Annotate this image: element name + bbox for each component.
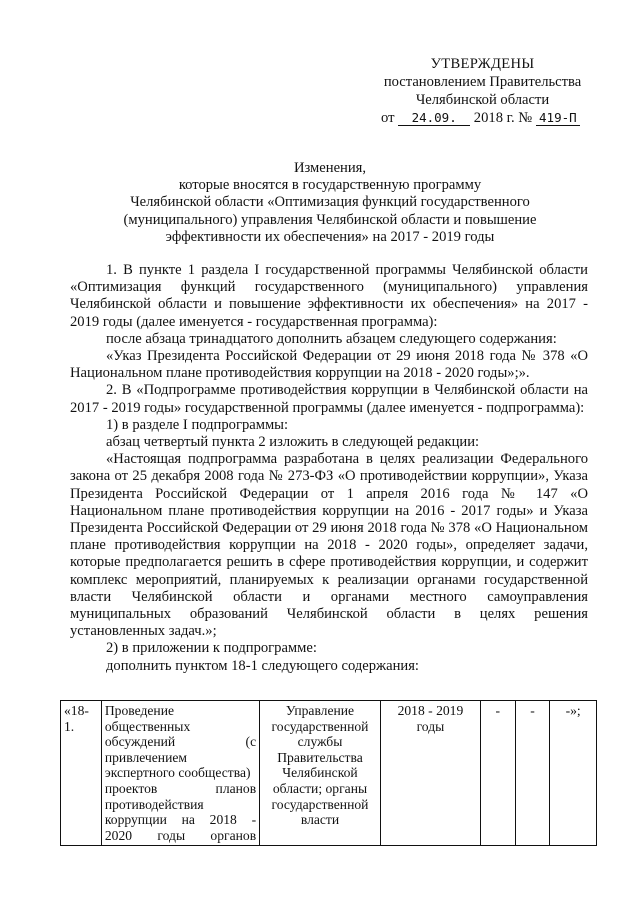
title-line-4: (муниципального) управления Челябинской области и повышение xyxy=(123,211,537,228)
measure-name-line: Проведение xyxy=(104,703,174,718)
measure-name-line: привлечением xyxy=(104,749,187,765)
indicator-cell: - xyxy=(480,701,515,846)
measure-name-line: обсуждений (с xyxy=(104,734,257,750)
paragraph: «Указ Президента Российской Федерации от 29 июня 2018 года № 378 «О Национальном плане противодействия коррупции на 2018 - 2020 годы»;». xyxy=(70,348,588,382)
title-line-3: Челябинской области «Оптимизация функций государственного xyxy=(130,194,530,211)
table-row xyxy=(61,701,597,846)
measure-name-cell xyxy=(101,701,259,846)
executor-cell: Управление государственной службы Правительства Челябинской области; органы государственной власти xyxy=(260,701,381,846)
paragraph: 1. В пункте 1 раздела I государственной программы Челябинской области «Оптимизация функций государственного (муниципального) управления Челябинской области и повышение эффективности их обеспечения» на 2017 - 2019 годы (далее именуется - государственная программа): xyxy=(70,262,588,330)
approval-heading: УТВЕРЖДЕНЫ xyxy=(430,56,535,72)
approval-number: 419-П xyxy=(536,110,580,126)
measure-name-line: проектов планов xyxy=(104,780,257,796)
approval-line-2: Челябинской области xyxy=(415,92,550,108)
document-body xyxy=(70,262,588,675)
measures-table xyxy=(60,700,597,846)
measure-name-line: общественных xyxy=(104,718,191,734)
paragraph: «Настоящая подпрограмма разработана в целях реализации Федерального закона от 25 декабря 2008 года № 273-ФЗ «О противодействии коррупции», Указа Президента Российской Федерации от 1 апреля 2016 года № 147 «О Национальном плане противодействия коррупции на 2016 - 2017 годы» и Указа Президента Российской Федерации от 29 июня 2018 года № 378 «О Национальном плане противодействия коррупции на 2018 - 2020 годы», определяет задачи, которые предполагается решить в сфере противодействия коррупции, и содержит комплекс мероприятий, планируемых к реализации органами государственной власти Челябинской области и органами местного самоуправления муниципальных образований Челябинской области в целях решения установленных задач.»; xyxy=(70,451,588,640)
approval-year: 2018 г. № xyxy=(473,110,533,126)
approval-date-prefix: от xyxy=(381,110,395,126)
paragraph: абзац четвертый пункта 2 изложить в следующей редакции: xyxy=(106,434,480,451)
row-number-cell: «18-1. xyxy=(61,701,102,846)
document-title xyxy=(70,160,590,246)
paragraph: 1) в разделе I подпрограммы: xyxy=(106,416,289,433)
indicator-cell: -»; xyxy=(550,701,597,846)
approval-line-1: постановлением Правительства xyxy=(383,74,582,90)
paragraph: после абзаца тринадцатого дополнить абзацем следующего содержания: xyxy=(106,330,557,347)
paragraph: 2) в приложении к подпрограмме: xyxy=(106,640,317,657)
approval-date-line xyxy=(381,109,590,127)
measure-name-line: 2020 годы органов xyxy=(104,827,257,843)
measure-name-line: экспертного сообщества) xyxy=(104,765,251,781)
paragraph: дополнить пунктом 18-1 следующего содержания: xyxy=(106,657,419,674)
title-line-5: эффективности их обеспечения» на 2017 - 2019 годы xyxy=(165,228,495,245)
indicator-cell: - xyxy=(515,701,550,846)
measure-name-line: коррупции на 2018 - xyxy=(104,812,257,828)
approval-date: 24.09. xyxy=(398,110,470,126)
measure-name-line: противодействия xyxy=(104,796,204,812)
period-cell: 2018 - 2019 годы xyxy=(380,701,480,846)
title-line-2: которые вносятся в государственную программу xyxy=(178,177,482,194)
title-line-1: Изменения, xyxy=(293,160,367,176)
approval-block xyxy=(375,55,590,127)
paragraph: 2. В «Подпрограмме противодействия коррупции в Челябинской области на 2017 - 2019 годы» государственной программы (далее именуется - подпрограмма): xyxy=(70,382,588,416)
